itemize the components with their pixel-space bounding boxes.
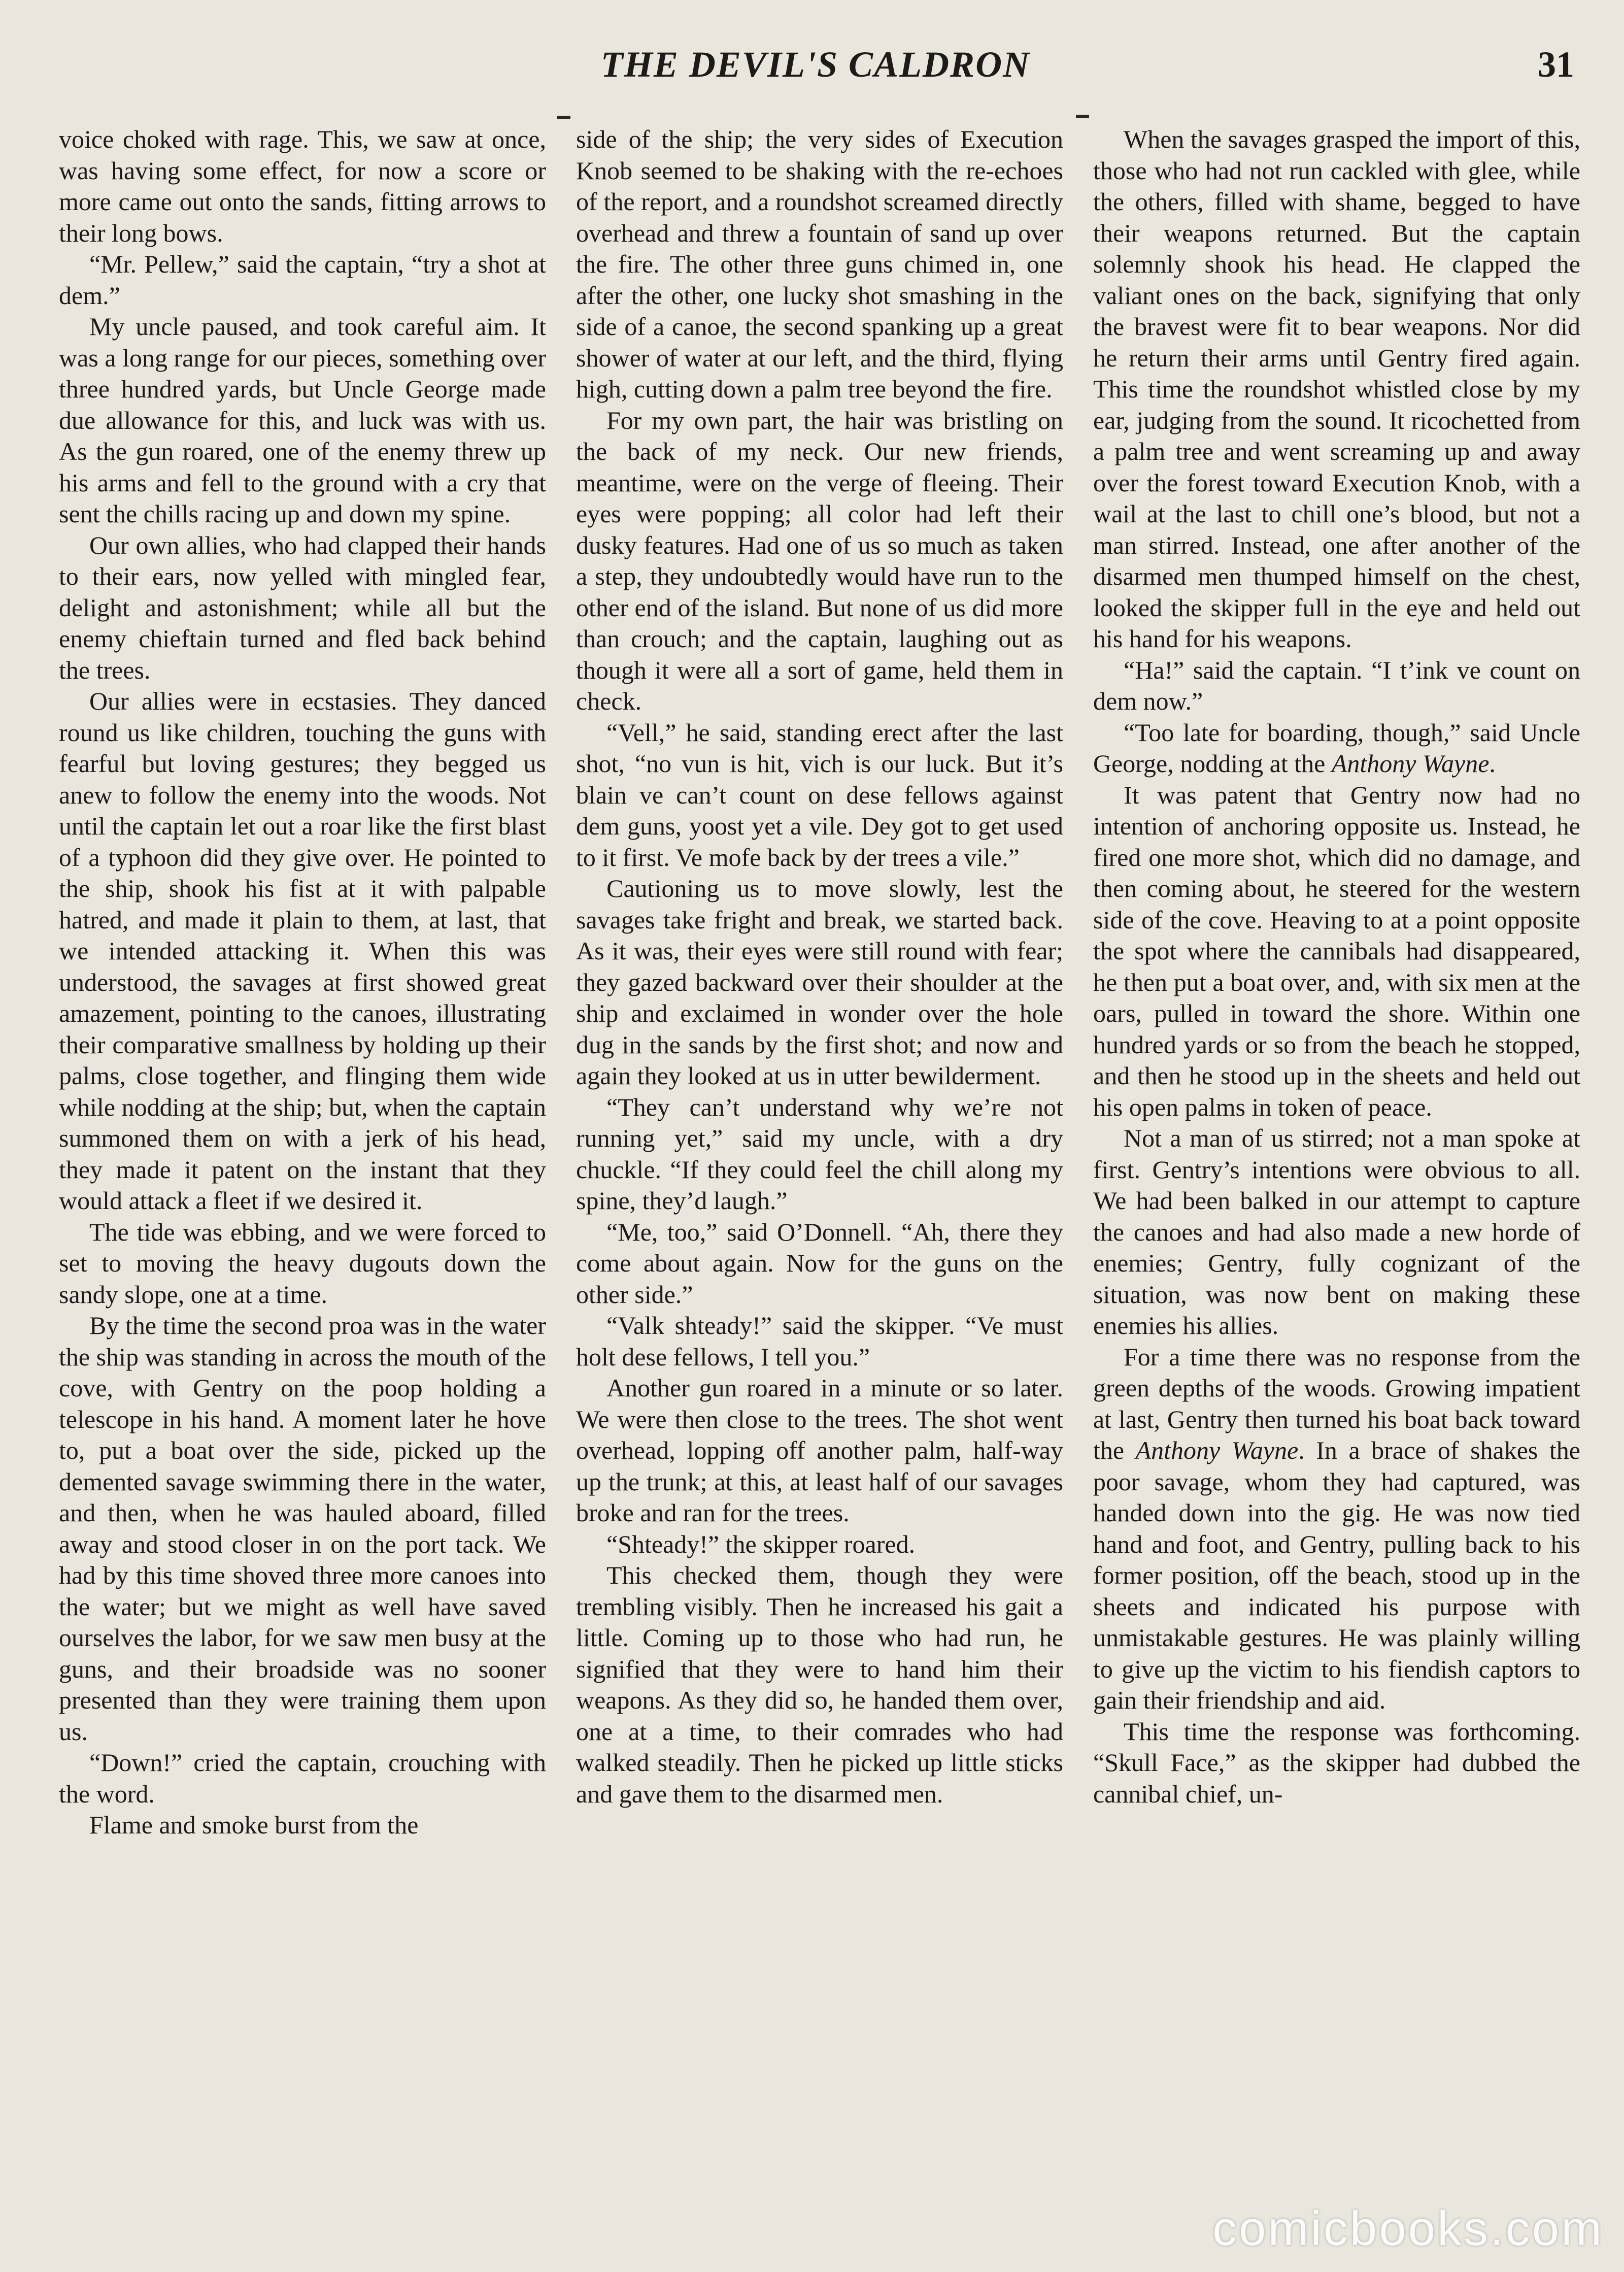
paragraph: Flame and smoke burst from the (89, 1811, 419, 1839)
paragraph: “Valk shteady!” said the skipper. “Ve must holt dese fellows, I tell you.” (576, 1311, 1063, 1371)
paragraph: “Too late for boarding, though,” said Uncle George, nodding at the Anthony Wayne. (1093, 718, 1580, 778)
paragraph: Another gun roared in a minute or so later. We were then close to the trees. The shot went overhead, lopping off another palm, half-way up the trunk; at this, at least half of our savages broke and ran for the trees. (576, 1374, 1063, 1527)
paragraph: voice choked with rage. This, we saw at once, was having some effect, for now a score or more came out onto the sands, fitting arrows to their long bows. (59, 125, 546, 247)
running-title: THE DEVIL'S CALDRON (600, 44, 1031, 85)
column-divider-mark (1076, 115, 1089, 118)
paragraph: For my own part, the hair was bristling on the back of my neck. Our new friends, meantime, were on the verge of fleeing. Their eyes were popping; all color had left their dusky features. Had one of us so much as taken a step, they undoubtedly would have run to the other end of the island. But none of us did more than crouch; and the captain, laughing out as though it were all a sort of game, held them in check. (576, 406, 1063, 715)
paragraph: “Vell,” he said, standing erect after the last shot, “no vun is hit, vich is our luck. But it’s blain ve can’t count on dese fellows against dem guns, yoost yet a vile. Dey got to get used to it first. Ve mofe back by der trees a vile.” (576, 718, 1063, 872)
text-column-1 (59, 124, 546, 2185)
paragraph: “Me, too,” said O’Donnell. “Ah, there they come about again. Now for the guns on the other side.” (576, 1217, 1063, 1309)
paragraph: It was patent that Gentry now had no intention of anchoring opposite us. Instead, he fired one more shot, which did no damage, and then coming about, he steered for the western side of the cove. Heaving to at a point opposite the spot where the cannibals had disappeared, he then put a boat over, and, with six men at the oars, pulled in toward the shore. Within one hundred yards or so from the beach he stopped, and then he stood up in the sheets and held out his open palms in token of peace. (1093, 780, 1580, 1121)
text-column-3 (1093, 124, 1580, 2185)
paragraph: “Ha!” said the captain. “I t’ink ve count on dem now.” (1093, 655, 1580, 715)
text-column-2 (576, 124, 1063, 2185)
paragraph: This time the response was forthcoming. “Skull Face,” as the skipper had dubbed the cannibal chief, un- (1093, 1717, 1580, 1808)
paragraph: Our own allies, who had clapped their hands to their ears, now yelled with mingled fear, delight and astonishment; while all but the enemy chieftain turned and fled back behind the trees. (59, 530, 546, 684)
page-number: 31 (1538, 44, 1574, 85)
paragraph: side of the ship; the very sides of Execution Knob seemed to be shaking with the re-echoes of the report, and a roundshot screamed directly overhead and threw a fountain of sand up over the fire. The other three guns chimed in, one after the other, one lucky shot smashing in the side of a canoe, the second spanking up a great shower of water at our left, and the third, flying high, cutting down a palm tree beyond the fire. (576, 125, 1063, 403)
site-watermark: comicbooks.com (1212, 2201, 1604, 2256)
paragraph: The tide was ebbing, and we were forced to set to moving the heavy dugouts down the sandy slope, one at a time. (59, 1217, 546, 1309)
paragraph: “They can’t understand why we’re not running yet,” said my uncle, with a dry chuckle. “If they could feel the chill along my spine, they’d laugh.” (576, 1092, 1063, 1215)
paragraph: When the savages grasped the import of this, those who had not run cackled with glee, while the others, filled with shame, begged to have their weapons returned. But the captain solemnly shook his head. He clapped the valiant ones on the back, signifying that only the bravest were fit to bear weapons. Nor did he return their arms until Gentry fired again. This time the roundshot whistled close by my ear, judging from the sound. It ricochetted from a palm tree and went screaming up and away over the forest toward Execution Knob, with a wail at the last to chill one’s blood, but not a man stirred. Instead, one after another of the disarmed men thumped himself on the chest, looked the skipper full in the eye and held out his hand for his weapons. (1093, 125, 1580, 653)
paragraph: Our allies were in ecstasies. They danced round us like children, touching the guns with fearful but loving gestures; they begged us anew to follow the enemy into the woods. Not until the captain let out a roar like the first blast of a typhoon did they give over. He pointed to the ship, shook his fist at it with palpable hatred, and made it plain to them, at last, that we intended attacking it. When this was understood, the savages at first showed great amazement, pointing to the canoes, illustrating their comparative smallness by holding up their palms, close together, and flinging them wide while nodding at the ship; but, when the captain summoned them on with a jerk of his head, they made it patent on the instant that they would attack a fleet if we desired it. (59, 687, 546, 1215)
paragraph: “Down!” cried the captain, crouching with the word. (59, 1748, 546, 1808)
paragraph: Cautioning us to move slowly, lest the savages take fright and break, we started back. As it was, their eyes were still round with fear; they gazed backward over their shoulder at the ship and exclaimed in wonder over the hole dug in the sands by the first shot; and now and again they looked at us in utter bewilderment. (576, 874, 1063, 1090)
paragraph: My uncle paused, and took careful aim. It was a long range for our pieces, something over three hundred yards, but Uncle George made due allowance for this, and luck was with us. As the gun roared, one of the enemy threw up his arms and fell to the ground with a cry that sent the chills racing up and down my spine. (59, 312, 546, 528)
paragraph: By the time the second proa was in the water the ship was standing in across the mouth of the cove, with Gentry on the poop holding a telescope in his hand. A moment later he hove to, put a boat over the side, picked up the demented savage swimming there in the water, and then, when he was hauled aboard, filled away and stood closer in on the port tack. We had by this time shoved three more canoes into the water; but we might as well have saved ourselves the labor, for we saw men busy at the guns, and their broadside was no sooner presented than they were training them upon us. (59, 1311, 546, 1746)
column-divider-mark (557, 116, 570, 119)
paragraph: Not a man of us stirred; not a man spoke at first. Gentry’s intentions were obvious to all. We had been balked in our attempt to capture the canoes and had also made a new horde of enemies; Gentry, fully cognizant of the situation, was now bent on making these enemies his allies. (1093, 1124, 1580, 1340)
paragraph: This checked them, though they were trembling visibly. Then he increased his gait a little. Coming up to those who had run, he signified that they were to hand him their weapons. As they did so, he handed them over, one at a time, to their comrades who had walked steadily. Then he picked up little sticks and gave them to the disarmed men. (576, 1561, 1063, 1808)
ship-name: Anthony Wayne (1135, 1436, 1299, 1464)
ship-name: Anthony Wayne (1331, 749, 1490, 778)
paragraph: “Shteady!” the skipper roared. (606, 1529, 916, 1558)
paragraph: For a time there was no response from the green depths of the woods. Growing impatient at last, Gentry then turned his boat back toward the Anthony Wayne. In a brace of shakes the poor savage, whom they had captured, was handed down into the gig. He was now tied hand and foot, and Gentry, pulling back to his former position, off the beach, stood up in the sheets and indicated his purpose with unmistakable gestures. He was plainly willing to give up the victim to his fiendish captors to gain their friendship and aid. (1093, 1342, 1580, 1714)
paragraph: “Mr. Pellew,” said the captain, “try a shot at dem.” (59, 250, 546, 310)
page-header (57, 44, 1574, 94)
